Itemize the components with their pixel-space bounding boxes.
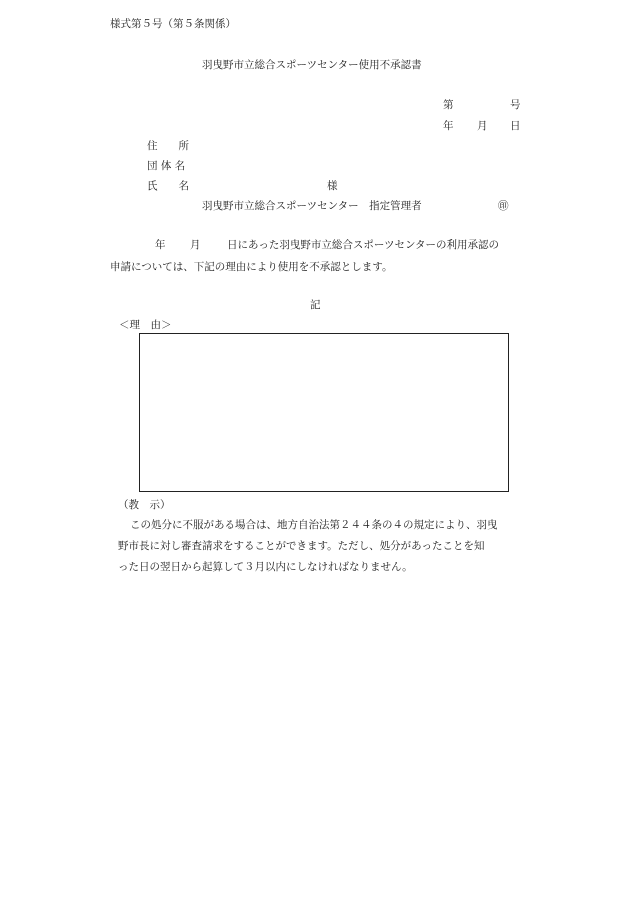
instruction-label: （教 示） — [118, 499, 171, 511]
instruction-line-2: 野市長に対し審査請求をすることができます。ただし、処分があったことを知 — [118, 540, 485, 552]
reason-box — [139, 333, 509, 492]
seal-mark: ㊞ — [498, 200, 509, 212]
form-number: 様式第５号（第５条関係） — [110, 18, 236, 30]
reason-label: ＜理 由＞ — [119, 319, 172, 331]
address-label: 住 所 — [147, 140, 189, 152]
body-line-2: 申請については、下記の理由により使用を不承認とします。 — [110, 261, 393, 273]
person-name-label: 氏 名 — [147, 180, 189, 192]
date-month: 月 — [477, 120, 488, 132]
date-year: 年 — [443, 120, 454, 132]
body-month: 月 — [190, 239, 201, 251]
honorific-sama: 様 — [327, 180, 338, 192]
doc-number-suffix: 号 — [510, 99, 521, 111]
issuer-name: 羽曳野市立総合スポーツセンター 指定管理者 — [202, 200, 422, 212]
date-day: 日 — [510, 120, 521, 132]
instruction-line-3: った日の翌日から起算して３月以内にしなければなりません。 — [118, 561, 413, 573]
instruction-line-1: この処分に不服がある場合は、地方自治法第２４４条の４の規定により、羽曳 — [130, 519, 498, 531]
document-title: 羽曳野市立総合スポーツセンター使用不承認書 — [202, 59, 422, 71]
group-name-label: 団 体 名 — [147, 160, 186, 172]
body-line-1: 日にあった羽曳野市立総合スポーツセンターの利用承認の — [227, 239, 500, 251]
body-year: 年 — [155, 239, 166, 251]
doc-number-prefix: 第 — [443, 99, 454, 111]
ki-heading: 記 — [310, 299, 321, 311]
